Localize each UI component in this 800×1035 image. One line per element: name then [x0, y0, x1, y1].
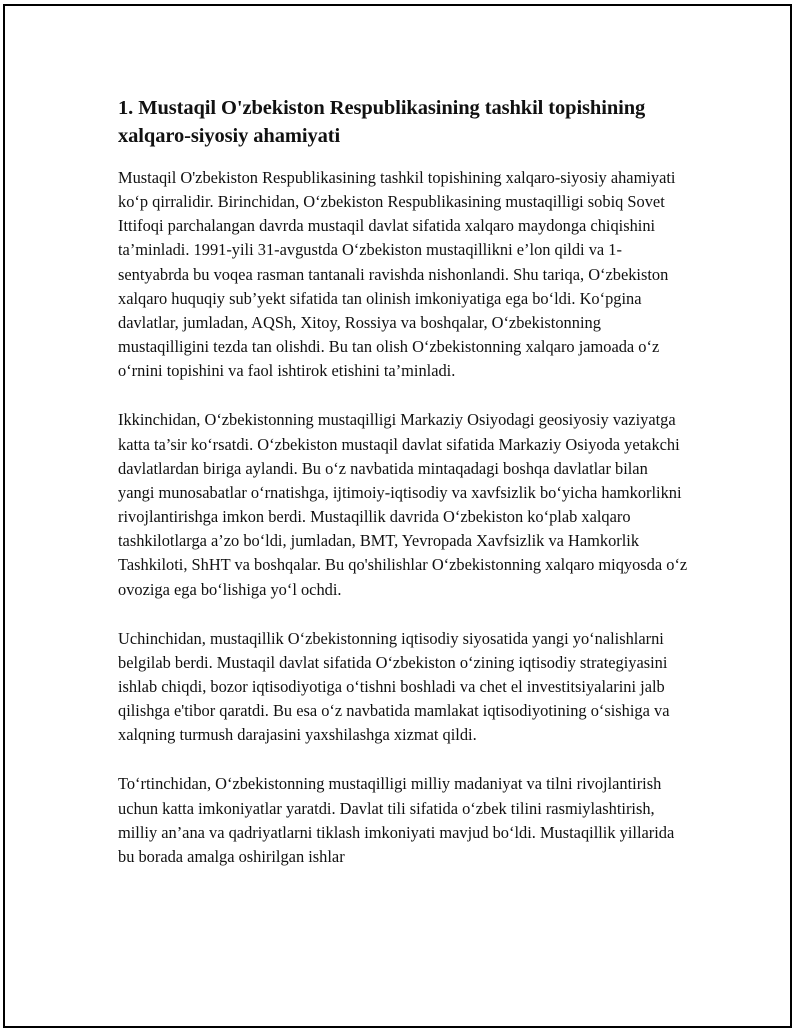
document-title: 1. Mustaqil O'zbekiston Respublikasining tashkil topishining xalqaro-siyosiy ahamiyati	[118, 97, 646, 147]
paragraph-3: Uchinchidan, mustaqillik O‘zbekistonning iqtisodiy siyosatida yangi yo‘nalishlarni belgilab berdi. Mustaqil davlat sifatida O‘zbekiston o‘zining iqtisodiy strategiyasini ishlab chiqdi, bozor iqtisodiyotiga o‘tishni boshladi va chet el investitsiyalarini jalb qilishga e'tibor qaratdi. Bu esa o‘z navbatida mamlakat iqtisodiyotining o‘sishiga va xalqning turmush darajasini yaxshilashga xizmat qildi.	[118, 628, 670, 745]
document-body	[118, 94, 688, 894]
paragraph-4: To‘rtinchidan, O‘zbekistonning mustaqilligi milliy madaniyat va tilni rivojlantirish uchun katta imkoniyatlar yaratdi. Davlat tili sifatida o‘zbek tilini rasmiylashtirish, milliy an’ana va qadriyatlarni tiklash imkoniyati mavjud bo‘ldi. Mustaqillik yillarida bu borada amalga oshirilgan ishlar	[118, 774, 675, 866]
paragraph-1: Mustaqil O'zbekiston Respublikasining tashkil topishining xalqaro-siyosiy ahamiyati ko‘p qirralidir. Birinchidan, O‘zbekiston Respublikasining mustaqilligi sobiq Sovet Ittifoqi parchalangan davrda mustaqil davlat sifatida xalqaro maydonga chiqishini ta’minladi. 1991-yili 31-avgustda O‘zbekiston mustaqillikni e’lon qildi va 1-sentyabrda bu voqea rasman tantanali ravishda nishonlandi. Shu tariqa, O‘zbekiston xalqaro huquqiy sub’yekt sifatida tan olinish imkoniyatiga ega bo‘ldi. Ko‘pgina davlatlar, jumladan, AQSh, Xitoy, Rossiya va boshqalar, O‘zbekistonning mustaqilligini tezda tan olishdi. Bu tan olish O‘zbekistonning xalqaro jamoada o‘z o‘rnini topishini va faol ishtirok etishini ta’minladi.	[118, 168, 676, 381]
paragraph-2: Ikkinchidan, O‘zbekistonning mustaqilligi Markaziy Osiyodagi geosiyosiy vaziyatga katta ta’sir ko‘rsatdi. O‘zbekiston mustaqil davlat sifatida Markaziy Osiyoda yetakchi davlatlardan biriga aylandi. Bu o‘z navbatida mintaqadagi boshqa davlatlar bilan yangi munosabatlar o‘rnatishga, ijtimoiy-iqtisodiy va xavfsizlik bo‘yicha hamkorlikni rivojlantirishga imkon berdi. Mustaqillik davrida O‘zbekiston ko‘plab xalqaro tashkilotlarga a’zo bo‘ldi, jumladan, BMT, Yevropada Xavfsizlik va Hamkorlik Tashkiloti, ShHT va boshqalar. Bu qo'shilishlar O‘zbekistonning xalqaro miqyosda o‘z ovoziga ega bo‘lishiga yo‘l ochdi.	[118, 410, 688, 599]
